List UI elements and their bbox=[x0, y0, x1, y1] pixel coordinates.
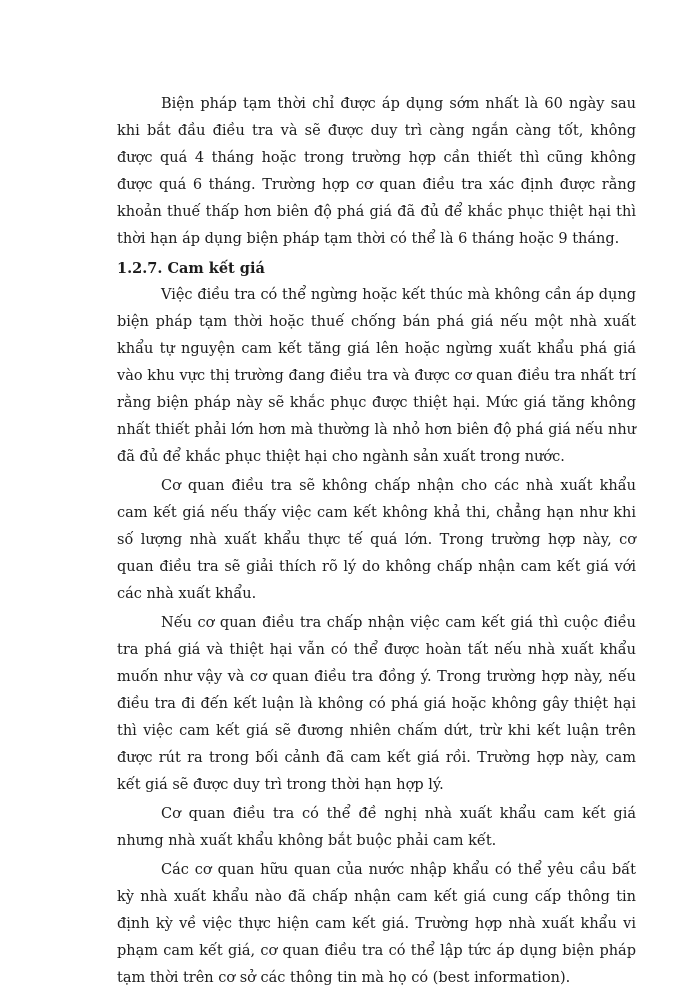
paragraph-investigation-continuation: Nếu cơ quan điều tra chấp nhận việc cam kết giá thì cuộc điều tra phá giá và thiệt hại vẫn có thể được hoàn tất nếu nhà xuất khẩu muốn như vậy và cơ quan điều tra đồng ý. Trong trường hợp này, nếu điều tra đi đến kết luận là không có phá giá hoặc không gây thiệt hại thì việc cam kết giá sẽ đương nhiên chấm dứt, trừ khi kết luận trên được rút ra trong bối cảnh đã cam kết giá rồi. Trường hợp này, cam kết giá sẽ được duy trì trong thời hạn hợp lý. bbox=[117, 615, 636, 793]
document-body bbox=[117, 91, 636, 994]
section-heading: 1.2.7. Cam kết giá bbox=[117, 260, 265, 277]
paragraph-undertaking-suggestion: Cơ quan điều tra có thể đề nghị nhà xuất khẩu cam kết giá nhưng nhà xuất khẩu không bắt buộc phải cam kết. bbox=[117, 806, 636, 849]
paragraph-undertaking-information: Các cơ quan hữu quan của nước nhập khẩu có thể yêu cầu bất kỳ nhà xuất khẩu nào đã chấp nhận cam kết giá cung cấp thông tin định kỳ về việc thực hiện cam kết giá. Trường hợp nhà xuất khẩu vi phạm cam kết giá, cơ quan điều tra có thể lập tức áp dụng biện pháp tạm thời trên cơ sở các thông tin mà họ có (best information). bbox=[117, 862, 636, 986]
paragraph-undertaking-rejection: Cơ quan điều tra sẽ không chấp nhận cho các nhà xuất khẩu cam kết giá nếu thấy việc cam kết không khả thi, chẳng hạn như khi số lượng nhà xuất khẩu thực tế quá lớn. Trong trường hợp này, cơ quan điều tra sẽ giải thích rõ lý do không chấp nhận cam kết giá với các nhà xuất khẩu. bbox=[117, 478, 636, 602]
paragraph-price-undertaking-intro: Việc điều tra có thể ngừng hoặc kết thúc mà không cần áp dụng biện pháp tạm thời hoặc thuế chống bán phá giá nếu một nhà xuất khẩu tự nguyện cam kết tăng giá lên hoặc ngừng xuất khẩu phá giá vào khu vực thị trường đang điều tra và được cơ quan điều tra nhất trí rằng biện pháp này sẽ khắc phục được thiệt hại. Mức giá tăng không nhất thiết phải lớn hơn mà thường là nhỏ hơn biên độ phá giá nếu như đã đủ để khắc phục thiệt hại cho ngành sản xuất trong nước. bbox=[117, 287, 636, 465]
paragraph-provisional-measures: Biện pháp tạm thời chỉ được áp dụng sớm nhất là 60 ngày sau khi bắt đầu điều tra và sẽ được duy trì càng ngắn càng tốt, không được quá 4 tháng hoặc trong trường hợp cần thiết thì cũng không được quá 6 tháng. Trường hợp cơ quan điều tra xác định được rằng khoản thuế thấp hơn biên độ phá giá đã đủ để khắc phục thiệt hại thì thời hạn áp dụng biện pháp tạm thời có thể là 6 tháng hoặc 9 tháng. bbox=[117, 96, 636, 247]
